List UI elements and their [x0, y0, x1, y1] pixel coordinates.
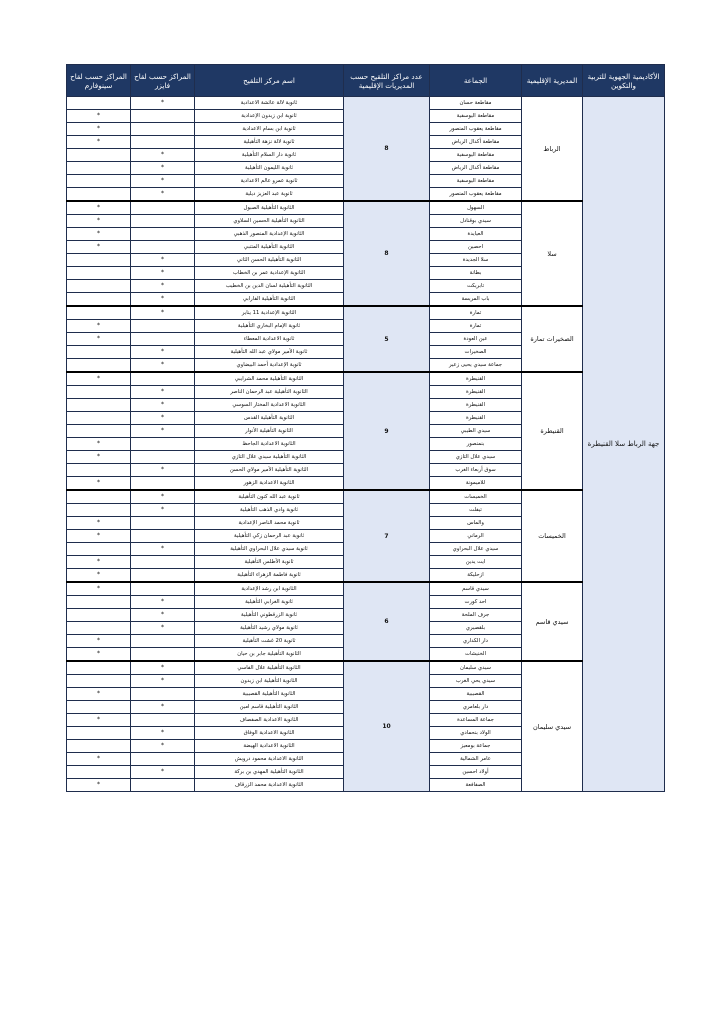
- pfizer-mark: *: [131, 490, 195, 504]
- commune-name: والماس: [430, 517, 522, 530]
- center-name: ثانوية ابن زيدون الإعدادية: [195, 110, 344, 123]
- center-name: الثانوية الاعدادية الزهور: [195, 477, 344, 491]
- commune-name: تمارة: [430, 320, 522, 333]
- center-name: ثانوية عبد الله كنون التأهيلية: [195, 490, 344, 504]
- commune-name: مقاطعة يعقوب المنصور: [430, 188, 522, 202]
- pfizer-mark: [131, 136, 195, 149]
- sinopharm-mark: *: [67, 438, 131, 451]
- sinopharm-mark: [67, 188, 131, 202]
- sinopharm-mark: [67, 425, 131, 438]
- sinopharm-mark: *: [67, 477, 131, 491]
- header-sinopharm: المراكز حسب لقاح سينوفارم: [67, 65, 131, 97]
- commune-name: سيدي يحي الغرب: [430, 675, 522, 688]
- center-name: الثانوية الإعدادية عمر بن الخطاب: [195, 267, 344, 280]
- center-name: الثانوية الاعدادية محمود درويش: [195, 753, 344, 766]
- sinopharm-mark: [67, 267, 131, 280]
- center-name: الثانوية التأهيلية الفارابي: [195, 293, 344, 307]
- commune-name: الخنيشات: [430, 648, 522, 662]
- table-row: [67, 201, 665, 215]
- center-name: الثانوية التأهيلية سيدي علال التازي: [195, 451, 344, 464]
- center-name: ثانوية الليمون التأهيلية: [195, 162, 344, 175]
- pfizer-mark: *: [131, 162, 195, 175]
- center-name: ثانوية مولاي رشيد التأهيلية: [195, 622, 344, 635]
- commune-name: السهول: [430, 201, 522, 215]
- header-commune: الجماعة: [430, 65, 522, 97]
- commune-name: الخميسات: [430, 490, 522, 504]
- header-pfizer: المراكز حسب لقاح فايزر: [131, 65, 195, 97]
- sinopharm-mark: [67, 675, 131, 688]
- center-name: الثانوية الاعدادية الوفاق: [195, 727, 344, 740]
- header-academy: الأكاديمية الجهوية للتربية والتكوين: [583, 65, 665, 97]
- commune-name: جماعة المساعدة: [430, 714, 522, 727]
- province-center-count: 9: [344, 372, 430, 490]
- header-province: المديرية الإقليمية: [522, 65, 583, 97]
- sinopharm-mark: [67, 97, 131, 110]
- pfizer-mark: *: [131, 412, 195, 425]
- commune-name: مقاطعة اليوسفية: [430, 149, 522, 162]
- commune-name: القنيطرة: [430, 372, 522, 386]
- sinopharm-mark: *: [67, 110, 131, 123]
- center-name: ثانوية الإمام البخاري التأهيلية: [195, 320, 344, 333]
- pfizer-mark: [131, 688, 195, 701]
- sinopharm-mark: *: [67, 123, 131, 136]
- commune-name: مقاطعة أكدال الرياض: [430, 162, 522, 175]
- table-row: [67, 661, 665, 675]
- commune-name: دار الكداري: [430, 635, 522, 648]
- commune-name: القصيبية: [430, 688, 522, 701]
- commune-name: مقاطعة حسان: [430, 97, 522, 110]
- center-name: الثانوية التأهيلية المهدي بن بركة: [195, 766, 344, 779]
- commune-name: تمارة: [430, 306, 522, 320]
- sinopharm-mark: [67, 412, 131, 425]
- commune-name: العيايدة: [430, 228, 522, 241]
- pfizer-mark: [131, 582, 195, 596]
- pfizer-mark: *: [131, 267, 195, 280]
- sinopharm-mark: *: [67, 320, 131, 333]
- commune-name: دار بلعامري: [430, 701, 522, 714]
- pfizer-mark: [131, 779, 195, 792]
- commune-name: جماعة سيدي يحيى زعير: [430, 359, 522, 373]
- sinopharm-mark: [67, 175, 131, 188]
- table-row: [67, 372, 665, 386]
- pfizer-mark: [131, 648, 195, 662]
- center-name: الثانوية التأهيلية الصبول: [195, 201, 344, 215]
- commune-name: سوق أربعاء الغرب: [430, 464, 522, 477]
- center-name: ثانوية وادي الذهب التأهيلية: [195, 504, 344, 517]
- pfizer-mark: [131, 714, 195, 727]
- center-name: ثانوية الأمير مولاي عبد الله التأهيلية: [195, 346, 344, 359]
- commune-name: ايت يدين: [430, 556, 522, 569]
- sinopharm-mark: *: [67, 451, 131, 464]
- center-name: ثانوية عبد الرحمان زكي التأهيلية: [195, 530, 344, 543]
- center-name: ثانوية الزرقطوني التأهيلية: [195, 609, 344, 622]
- commune-name: سيدي سليمان: [430, 661, 522, 675]
- commune-name: سيدي قاسم: [430, 582, 522, 596]
- table-row: [67, 582, 665, 596]
- province-name: القنيطرة: [522, 372, 583, 490]
- commune-name: القنيطرة: [430, 386, 522, 399]
- sinopharm-mark: *: [67, 201, 131, 215]
- commune-name: باب المريسة: [430, 293, 522, 307]
- table-row: [67, 490, 665, 504]
- commune-name: جماعة بومعيز: [430, 740, 522, 753]
- province-center-count: 10: [344, 661, 430, 792]
- center-name: الثانوية الاعدادية الجاحظ: [195, 438, 344, 451]
- center-name: الثانوية التأهيلية المتنبي: [195, 241, 344, 254]
- commune-name: بنمنصور: [430, 438, 522, 451]
- pfizer-mark: *: [131, 97, 195, 110]
- center-name: ثانوية لالة نزهة التأهيلية: [195, 136, 344, 149]
- sinopharm-mark: [67, 490, 131, 504]
- pfizer-mark: *: [131, 175, 195, 188]
- province-center-count: 8: [344, 97, 430, 202]
- commune-name: احصين: [430, 241, 522, 254]
- sinopharm-mark: *: [67, 648, 131, 662]
- header-row: [67, 65, 665, 97]
- pfizer-mark: *: [131, 596, 195, 609]
- center-name: ثانوية محمد الناصر الإعدادية: [195, 517, 344, 530]
- sinopharm-mark: *: [67, 714, 131, 727]
- center-name: ثانوية الأطلس التأهيلية: [195, 556, 344, 569]
- province-name: سيدي سليمان: [522, 661, 583, 792]
- province-center-count: 5: [344, 306, 430, 372]
- commune-name: الرماني: [430, 530, 522, 543]
- center-name: الثانوية التأهيلية جابر بن حيان: [195, 648, 344, 662]
- pfizer-mark: *: [131, 727, 195, 740]
- center-name: ثانوية دار السلام التأهيلية: [195, 149, 344, 162]
- commune-name: بطانة: [430, 267, 522, 280]
- pfizer-mark: *: [131, 346, 195, 359]
- pfizer-mark: [131, 556, 195, 569]
- sinopharm-mark: [67, 346, 131, 359]
- academy-name: جهة الرباط سلا القنيطرة: [583, 97, 665, 792]
- header-count: عدد مراكز التلقيح حسب المديريات الإقليمية: [344, 65, 430, 97]
- center-name: ثانوية سيدي علال البحراوي التأهيلية: [195, 543, 344, 556]
- pfizer-mark: [131, 569, 195, 583]
- pfizer-mark: [131, 241, 195, 254]
- center-name: ثانوية فاطمة الزهراء التأهيلية: [195, 569, 344, 583]
- commune-name: القنيطرة: [430, 399, 522, 412]
- sinopharm-mark: [67, 609, 131, 622]
- sinopharm-mark: [67, 293, 131, 307]
- province-name: الرباط: [522, 97, 583, 202]
- pfizer-mark: [131, 320, 195, 333]
- province-name: الصخيرات تمارة: [522, 306, 583, 372]
- center-name: ثانوية الاعدادية المعطاء: [195, 333, 344, 346]
- sinopharm-mark: *: [67, 635, 131, 648]
- province-center-count: 8: [344, 201, 430, 306]
- sinopharm-mark: [67, 766, 131, 779]
- commune-name: جرف الملحة: [430, 609, 522, 622]
- pfizer-mark: [131, 228, 195, 241]
- commune-name: سيدي الطيبي: [430, 425, 522, 438]
- pfizer-mark: *: [131, 740, 195, 753]
- center-name: الثانوية الاعدادية محمد الزرقاف: [195, 779, 344, 792]
- sinopharm-mark: *: [67, 215, 131, 228]
- center-name: ثانوية الإعدادية أحمد البيضاوي: [195, 359, 344, 373]
- sinopharm-mark: [67, 727, 131, 740]
- center-name: الثانوية الاعدادية المختار السوسي: [195, 399, 344, 412]
- sinopharm-mark: *: [67, 779, 131, 792]
- center-name: ثانوية لالة عائشة الاعدادية: [195, 97, 344, 110]
- sinopharm-mark: [67, 701, 131, 714]
- center-name: الثانوية التأهيلية الأمير مولاي الحسن: [195, 464, 344, 477]
- commune-name: تيفلت: [430, 504, 522, 517]
- sinopharm-mark: [67, 661, 131, 675]
- center-name: الثانوية التأهيلية القصيبية: [195, 688, 344, 701]
- center-name: الثانوية التأهيلية قاسم امين: [195, 701, 344, 714]
- sinopharm-mark: [67, 399, 131, 412]
- center-name: الثانوية الاعدادية الهيضة: [195, 740, 344, 753]
- pfizer-mark: *: [131, 609, 195, 622]
- sinopharm-mark: [67, 280, 131, 293]
- pfizer-mark: *: [131, 280, 195, 293]
- province-name: الخميسات: [522, 490, 583, 582]
- commune-name: سيدي علال البحراوي: [430, 543, 522, 556]
- pfizer-mark: *: [131, 661, 195, 675]
- sinopharm-mark: *: [67, 753, 131, 766]
- center-name: الثانوية الاعدادية الصفصاف: [195, 714, 344, 727]
- pfizer-mark: *: [131, 149, 195, 162]
- center-name: ثانوية عبد العزيز ديلية: [195, 188, 344, 202]
- province-center-count: 7: [344, 490, 430, 582]
- commune-name: احد كورت: [430, 596, 522, 609]
- sinopharm-mark: [67, 254, 131, 267]
- commune-name: مقاطعة اليوسفية: [430, 110, 522, 123]
- table-row: [67, 306, 665, 320]
- pfizer-mark: [131, 438, 195, 451]
- commune-name: عامر الشمالية: [430, 753, 522, 766]
- sinopharm-mark: *: [67, 372, 131, 386]
- pfizer-mark: *: [131, 675, 195, 688]
- center-name: الثانوية التأهيلية لسان الدين بن الخطيب: [195, 280, 344, 293]
- pfizer-mark: *: [131, 766, 195, 779]
- sinopharm-mark: [67, 386, 131, 399]
- center-name: الثانوية التأهيلية الحسن الثاني: [195, 254, 344, 267]
- pfizer-mark: [131, 333, 195, 346]
- pfizer-mark: [131, 477, 195, 491]
- sinopharm-mark: [67, 162, 131, 175]
- header-center: اسم مركز التلقيح: [195, 65, 344, 97]
- sinopharm-mark: [67, 740, 131, 753]
- sinopharm-mark: *: [67, 688, 131, 701]
- sinopharm-mark: *: [67, 530, 131, 543]
- commune-name: القنيطرة: [430, 412, 522, 425]
- center-name: الثانوية الإعدادية المنصور الذهبي: [195, 228, 344, 241]
- sinopharm-mark: [67, 543, 131, 556]
- pfizer-mark: [131, 753, 195, 766]
- vaccination-centers-table: [66, 64, 665, 792]
- commune-name: الولاد بنحمادي: [430, 727, 522, 740]
- pfizer-mark: [131, 635, 195, 648]
- commune-name: أولاد احسين: [430, 766, 522, 779]
- pfizer-mark: [131, 215, 195, 228]
- pfizer-mark: *: [131, 543, 195, 556]
- center-name: الثانوية الإعدادية 11 يناير: [195, 306, 344, 320]
- commune-name: مقاطعة أكدال الرياض: [430, 136, 522, 149]
- sinopharm-mark: [67, 464, 131, 477]
- pfizer-mark: [131, 530, 195, 543]
- commune-name: سيدي علال التازي: [430, 451, 522, 464]
- sinopharm-mark: *: [67, 582, 131, 596]
- pfizer-mark: *: [131, 188, 195, 202]
- pfizer-mark: [131, 451, 195, 464]
- commune-name: تابريكت: [430, 280, 522, 293]
- pfizer-mark: [131, 110, 195, 123]
- center-name: الثانوية التأهيلية الحسين السلاوي: [195, 215, 344, 228]
- pfizer-mark: [131, 372, 195, 386]
- sinopharm-mark: *: [67, 228, 131, 241]
- pfizer-mark: [131, 123, 195, 136]
- sinopharm-mark: *: [67, 241, 131, 254]
- center-name: الثانوية التأهيلية القدس: [195, 412, 344, 425]
- province-name: سيدي قاسم: [522, 582, 583, 661]
- commune-name: الصخيرات: [430, 346, 522, 359]
- center-name: الثانوية التأهيلية محمد الشرايبي: [195, 372, 344, 386]
- pfizer-mark: *: [131, 386, 195, 399]
- province-center-count: 6: [344, 582, 430, 661]
- commune-name: مقاطعة يعقوب المنصور: [430, 123, 522, 136]
- commune-name: عين العودة: [430, 333, 522, 346]
- center-name: ثانوية الغرابي التأهيلية: [195, 596, 344, 609]
- pfizer-mark: [131, 201, 195, 215]
- pfizer-mark: *: [131, 399, 195, 412]
- sinopharm-mark: [67, 359, 131, 373]
- table-row: [67, 97, 665, 110]
- center-name: الثانوية ابن رشد الإعدادية: [195, 582, 344, 596]
- sinopharm-mark: *: [67, 556, 131, 569]
- center-name: الثانوية التأهيلية ابن زيدون: [195, 675, 344, 688]
- center-name: الثانوية التأهيلية الأنوار: [195, 425, 344, 438]
- center-name: ثانوية ابن بسام الاعدادية: [195, 123, 344, 136]
- sinopharm-mark: *: [67, 136, 131, 149]
- sinopharm-mark: [67, 306, 131, 320]
- pfizer-mark: [131, 517, 195, 530]
- sinopharm-mark: [67, 596, 131, 609]
- commune-name: ازحليكة: [430, 569, 522, 583]
- table-body: [67, 97, 665, 792]
- commune-name: سيدي بوقنادل: [430, 215, 522, 228]
- pfizer-mark: *: [131, 293, 195, 307]
- sinopharm-mark: *: [67, 569, 131, 583]
- sinopharm-mark: [67, 504, 131, 517]
- sinopharm-mark: [67, 622, 131, 635]
- commune-name: للاميمونة: [430, 477, 522, 491]
- pfizer-mark: *: [131, 464, 195, 477]
- center-name: ثانوية عمرو عالم الاعدادية: [195, 175, 344, 188]
- pfizer-mark: *: [131, 359, 195, 373]
- center-name: الثانوية التأهيلية عبد الرحمان الناصر: [195, 386, 344, 399]
- pfizer-mark: *: [131, 701, 195, 714]
- commune-name: الصفافعة: [430, 779, 522, 792]
- sinopharm-mark: [67, 149, 131, 162]
- commune-name: بلقصيري: [430, 622, 522, 635]
- sinopharm-mark: *: [67, 333, 131, 346]
- center-name: ثانوية 20 غشت التأهيلية: [195, 635, 344, 648]
- province-name: سلا: [522, 201, 583, 306]
- pfizer-mark: *: [131, 254, 195, 267]
- pfizer-mark: *: [131, 425, 195, 438]
- sinopharm-mark: *: [67, 517, 131, 530]
- pfizer-mark: *: [131, 306, 195, 320]
- center-name: الثانوية التأهيلية علال الفاسي: [195, 661, 344, 675]
- pfizer-mark: *: [131, 622, 195, 635]
- commune-name: مقاطعة اليوسفية: [430, 175, 522, 188]
- commune-name: سلا الجديدة: [430, 254, 522, 267]
- pfizer-mark: *: [131, 504, 195, 517]
